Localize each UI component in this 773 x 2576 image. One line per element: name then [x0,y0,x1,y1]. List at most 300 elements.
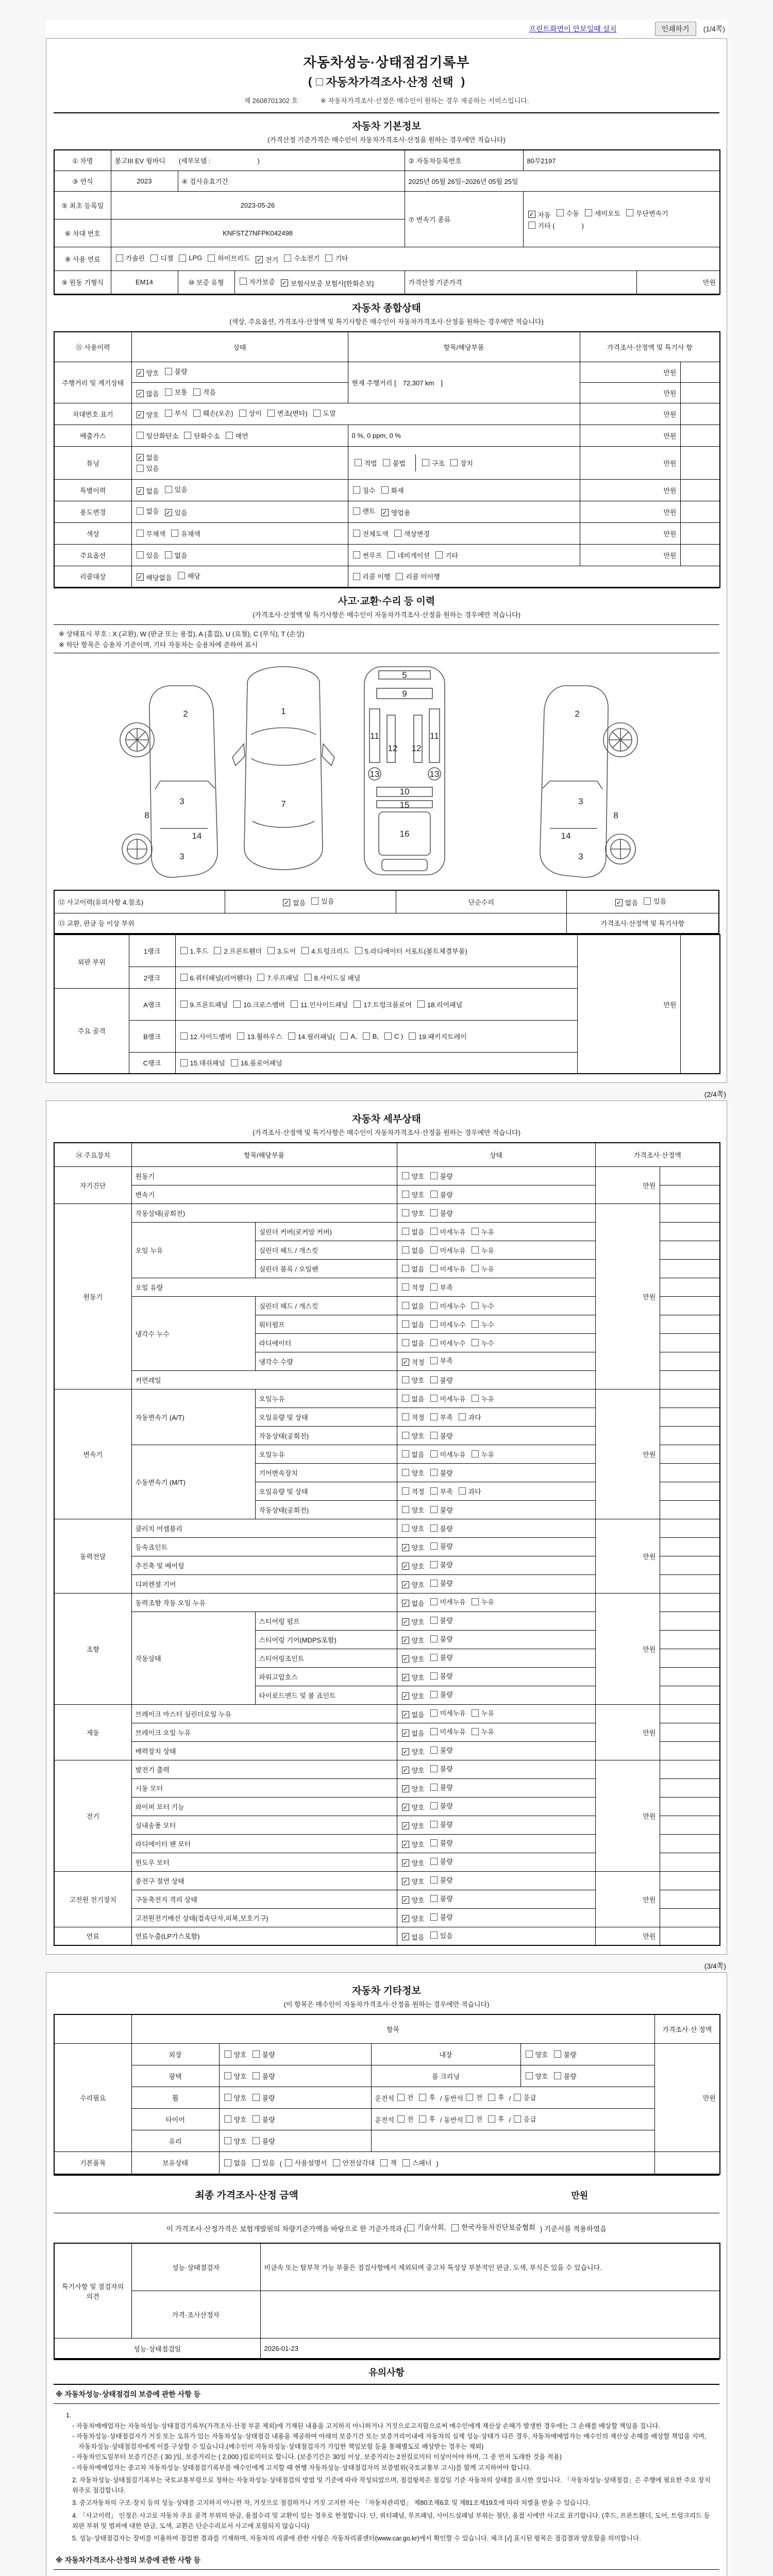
checkbox-양호[interactable] [402,1672,425,1682]
unchecked-box-icon[interactable] [430,1821,438,1828]
checkbox-후[interactable] [488,2092,505,2102]
print-button[interactable]: 인쇄하기 [655,22,696,36]
unchecked-box-icon[interactable] [430,1339,438,1346]
checkbox-양호[interactable] [224,2049,247,2059]
checkbox-있음[interactable] [137,550,159,560]
checkbox-수소전기[interactable] [284,253,320,263]
unchecked-box-icon[interactable] [407,2224,414,2231]
unchecked-box-icon[interactable] [150,255,158,262]
checkbox-12.사이드멤버[interactable] [180,1031,232,1041]
checkbox-없음[interactable] [165,550,188,560]
checkbox-없음[interactable] [402,1319,425,1329]
unchecked-box-icon[interactable] [488,2094,495,2101]
checkbox-불량[interactable] [430,1745,453,1755]
unchecked-box-icon[interactable] [430,1561,438,1568]
unchecked-box-icon[interactable] [380,2159,388,2166]
checkbox-없음[interactable] [402,1338,425,1348]
unchecked-box-icon[interactable] [430,1784,438,1791]
unchecked-box-icon[interactable] [180,974,188,981]
checkbox-양호[interactable] [402,1635,425,1645]
checkbox-불량[interactable] [430,1856,453,1866]
checkbox-양호[interactable] [402,1617,425,1626]
checked-box-icon[interactable]: ✓ [137,389,143,397]
unchecked-box-icon[interactable] [224,2115,231,2123]
checkbox-스패너[interactable] [402,2158,432,2167]
checkbox-없음[interactable] [283,897,306,907]
unchecked-box-icon[interactable] [180,1001,188,1008]
checkbox-부식[interactable] [165,408,188,418]
checkbox-후[interactable] [488,2114,505,2124]
checkbox-양호[interactable] [526,2049,548,2059]
checkbox-불량[interactable] [253,2093,275,2103]
unchecked-box-icon[interactable] [363,1032,370,1040]
checkbox-미세누유[interactable] [430,1394,466,1403]
unchecked-box-icon[interactable] [165,486,172,493]
checkbox-불량[interactable] [430,1912,453,1922]
checkbox-구조[interactable] [422,458,445,468]
checkbox-해당없음[interactable] [137,572,172,582]
checkbox-양호[interactable] [402,1858,425,1868]
checkbox-잭[interactable] [380,2158,397,2167]
unchecked-box-icon[interactable] [430,1728,438,1735]
unchecked-box-icon[interactable] [472,1709,479,1717]
checkbox-부족[interactable] [430,1486,453,1496]
unchecked-box-icon[interactable] [430,1357,438,1364]
checkbox-양호[interactable] [402,1431,425,1440]
checkbox-유채색[interactable] [171,529,200,538]
checkbox-렌트[interactable] [353,506,376,516]
checkbox-불량[interactable] [430,1838,453,1848]
checkbox-탄화수소[interactable] [184,431,220,440]
checkbox-적음[interactable] [193,387,216,397]
unchecked-box-icon[interactable] [430,1839,438,1846]
checked-box-icon[interactable]: ✓ [402,1766,408,1774]
unchecked-box-icon[interactable] [430,1320,438,1328]
unchecked-box-icon[interactable] [430,1302,438,1309]
checkbox-누유[interactable] [472,1227,494,1236]
checkbox-매연[interactable] [226,431,248,440]
checkbox-네비게이션[interactable] [388,550,430,560]
unchecked-box-icon[interactable] [165,551,172,558]
checkbox-보험사보증 보험사[한화손보][interactable] [281,278,374,288]
unchecked-box-icon[interactable] [430,1506,438,1513]
unchecked-box-icon[interactable] [388,551,395,558]
unchecked-box-icon[interactable] [430,1895,438,1902]
checkbox-적정[interactable] [402,1282,425,1292]
unchecked-box-icon[interactable] [430,1395,438,1402]
checkbox-B,[interactable] [363,1032,379,1040]
checkbox-양호[interactable] [402,1580,425,1589]
checkbox-불량[interactable] [430,1615,453,1625]
checkbox-없음[interactable] [137,506,159,516]
unchecked-box-icon[interactable] [355,459,362,466]
unchecked-box-icon[interactable] [253,2094,260,2101]
unchecked-box-icon[interactable] [514,2115,521,2123]
unchecked-box-icon[interactable] [341,1032,348,1040]
checked-box-icon[interactable]: ✓ [402,1877,408,1885]
unchecked-box-icon[interactable] [430,1617,438,1624]
checked-box-icon[interactable]: ✓ [281,279,287,287]
unchecked-box-icon[interactable] [430,1858,438,1865]
checkbox-부족[interactable] [430,1282,453,1292]
checkbox-불량[interactable] [430,1468,453,1478]
checkbox-무단변속기[interactable] [626,208,668,218]
checkbox-많음[interactable] [137,388,159,398]
unchecked-box-icon[interactable] [450,459,458,466]
checkbox-9.프론트패널[interactable] [180,999,228,1009]
unchecked-box-icon[interactable] [430,1228,438,1235]
unchecked-box-icon[interactable] [233,1001,241,1008]
unchecked-box-icon[interactable] [430,1765,438,1772]
checked-box-icon[interactable]: ✓ [402,1803,408,1811]
checkbox-가솔린[interactable] [116,253,145,263]
checkbox-불량[interactable] [253,2071,275,2081]
checkbox-불량[interactable] [165,366,188,376]
unchecked-box-icon[interactable] [253,2159,260,2166]
checkbox-C )[interactable] [384,1032,403,1040]
checkbox-과다[interactable] [459,1412,481,1422]
unchecked-box-icon[interactable] [165,368,172,375]
checkbox-불량[interactable] [430,1560,453,1569]
checkbox-양호[interactable] [402,1913,425,1923]
checkbox-양호[interactable] [402,1895,425,1905]
checked-box-icon[interactable]: ✓ [402,1673,408,1681]
checkbox-없음[interactable] [224,2158,247,2167]
checkbox-양호[interactable] [402,1190,425,1199]
unchecked-box-icon[interactable] [430,1802,438,1809]
checkbox-양호[interactable] [402,1523,425,1533]
checkbox-양호[interactable] [402,1468,425,1478]
checkbox-없음[interactable] [402,1227,425,1236]
checkbox-침수[interactable] [353,485,376,495]
checkbox-누유[interactable] [472,1708,494,1718]
checkbox-양호[interactable] [402,1375,425,1385]
unchecked-box-icon[interactable] [284,255,291,262]
checkbox-미세누유[interactable] [430,1597,466,1606]
unchecked-box-icon[interactable] [165,410,172,417]
unchecked-box-icon[interactable] [430,1450,438,1458]
checkbox-응급[interactable] [514,2114,536,2124]
checkbox-누유[interactable] [472,1726,494,1736]
checkbox-전[interactable] [466,2114,482,2124]
unchecked-box-icon[interactable] [402,1413,409,1420]
checkbox-일산화탄소[interactable] [137,431,179,440]
checkbox-불량[interactable] [253,2136,275,2146]
unchecked-box-icon[interactable] [419,2094,426,2101]
checked-box-icon[interactable]: ✓ [402,1822,408,1829]
checkbox-기술사회,[interactable] [407,2222,446,2233]
checkbox-양호[interactable] [402,1747,425,1756]
checkbox-없음[interactable] [615,897,638,907]
unchecked-box-icon[interactable] [430,1913,438,1921]
checked-box-icon[interactable]: ✓ [402,1544,408,1551]
checkbox-디젤[interactable] [150,253,173,263]
checkbox-10.크로스멤버[interactable] [233,999,285,1009]
checkbox-부족[interactable] [430,1355,453,1365]
checked-box-icon[interactable]: ✓ [382,509,388,516]
checkbox-양호[interactable] [224,2071,247,2081]
unchecked-box-icon[interactable] [316,78,323,86]
checkbox-A,[interactable] [341,1032,357,1040]
checkbox-없음[interactable] [402,1394,425,1403]
unchecked-box-icon[interactable] [430,1524,438,1532]
checkbox-누수[interactable] [472,1319,494,1329]
checkbox-양호[interactable] [402,1691,425,1701]
checkbox-양호[interactable] [224,2093,247,2103]
unchecked-box-icon[interactable] [402,1487,409,1495]
checkbox-불량[interactable] [430,1431,453,1440]
unchecked-box-icon[interactable] [396,573,403,580]
unchecked-box-icon[interactable] [528,222,535,229]
unchecked-box-icon[interactable] [313,410,321,417]
checkbox-수동[interactable] [557,208,579,218]
checkbox-없음[interactable] [137,486,159,496]
checkbox-적정[interactable] [402,1357,425,1367]
checkbox-없음[interactable] [402,1709,425,1719]
unchecked-box-icon[interactable] [311,897,318,905]
checkbox-미세누유[interactable] [430,1708,466,1718]
checkbox-적법[interactable] [355,458,377,468]
unchecked-box-icon[interactable] [417,1001,425,1008]
checkbox-4.트렁크리드[interactable] [301,946,349,956]
checkbox-안전삼각대[interactable] [333,2158,375,2167]
checkbox-불량[interactable] [430,1893,453,1903]
unchecked-box-icon[interactable] [472,1395,479,1402]
checkbox-17.트렁크플로어[interactable] [354,999,411,1009]
checkbox-있음[interactable] [165,507,188,517]
unchecked-box-icon[interactable] [402,1302,409,1309]
checked-box-icon[interactable]: ✓ [137,453,143,461]
unchecked-box-icon[interactable] [240,278,247,285]
checkbox-양호[interactable] [402,1802,425,1812]
unchecked-box-icon[interactable] [409,1032,416,1040]
unchecked-box-icon[interactable] [402,1209,409,1216]
unchecked-box-icon[interactable] [137,530,144,537]
checkbox-7.루프패널[interactable] [257,973,298,982]
unchecked-box-icon[interactable] [430,1672,438,1680]
unchecked-box-icon[interactable] [430,1172,438,1179]
checked-box-icon[interactable]: ✓ [402,1618,408,1625]
unchecked-box-icon[interactable] [237,1032,244,1040]
checkbox-양호[interactable] [402,1784,425,1793]
unchecked-box-icon[interactable] [171,530,178,537]
checkbox-리콜 이행[interactable] [353,571,391,581]
unchecked-box-icon[interactable] [472,1320,479,1328]
checkbox-없음[interactable] [402,1449,425,1459]
unchecked-box-icon[interactable] [402,1450,409,1458]
checkbox-불량[interactable] [253,2049,275,2059]
checkbox-8.사이드실 패널[interactable] [305,973,361,982]
checkbox-13.휠하우스[interactable] [237,1031,282,1041]
checkbox-불량[interactable] [430,1689,453,1699]
checkbox-있음[interactable] [165,484,188,494]
unchecked-box-icon[interactable] [402,1246,409,1253]
unchecked-box-icon[interactable] [557,209,564,216]
unchecked-box-icon[interactable] [325,255,332,262]
checkbox-11.인사이드패널[interactable] [291,999,348,1009]
unchecked-box-icon[interactable] [488,2115,495,2123]
unchecked-box-icon[interactable] [430,1265,438,1272]
checkbox-양호[interactable] [402,1821,425,1831]
checked-box-icon[interactable]: ✓ [402,1933,408,1941]
checkbox-누유[interactable] [472,1264,494,1274]
unchecked-box-icon[interactable] [430,1283,438,1291]
checkbox-있음[interactable] [430,1930,453,1940]
unchecked-box-icon[interactable] [430,1376,438,1383]
checkbox-있음[interactable] [253,2158,275,2167]
checkbox-미세누유[interactable] [430,1449,466,1459]
checkbox-없음[interactable] [402,1245,425,1255]
unchecked-box-icon[interactable] [430,1598,438,1605]
unchecked-box-icon[interactable] [430,1487,438,1495]
unchecked-box-icon[interactable] [402,1228,409,1235]
checkbox-양호[interactable] [137,368,159,378]
checked-box-icon[interactable]: ✓ [402,1785,408,1792]
unchecked-box-icon[interactable] [451,2224,459,2231]
unchecked-box-icon[interactable] [184,432,191,439]
checked-box-icon[interactable]: ✓ [402,1710,408,1718]
checkbox-무채색[interactable] [137,529,166,538]
unchecked-box-icon[interactable] [253,2137,260,2144]
unchecked-box-icon[interactable] [402,1265,409,1272]
checkbox-불량[interactable] [253,2114,275,2124]
checkbox-화재[interactable] [381,485,404,495]
checkbox-후[interactable] [419,2092,435,2102]
unchecked-box-icon[interactable] [305,974,312,981]
unchecked-box-icon[interactable] [285,2159,292,2166]
checkbox-양호[interactable] [402,1839,425,1849]
checkbox-양호[interactable] [402,1505,425,1515]
checkbox-미세누유[interactable] [430,1264,466,1274]
unchecked-box-icon[interactable] [257,974,264,981]
checkbox-없음[interactable] [402,1598,425,1608]
unchecked-box-icon[interactable] [430,1931,438,1939]
unchecked-box-icon[interactable] [397,2094,405,2101]
unchecked-box-icon[interactable] [430,1246,438,1253]
unchecked-box-icon[interactable] [430,1654,438,1661]
unchecked-box-icon[interactable] [208,255,215,262]
unchecked-box-icon[interactable] [472,1339,479,1346]
checkbox-불량[interactable] [430,1652,453,1662]
checkbox-양호[interactable] [526,2071,548,2081]
unchecked-box-icon[interactable] [402,1395,409,1402]
unchecked-box-icon[interactable] [554,2050,561,2058]
checked-box-icon[interactable]: ✓ [402,1358,408,1366]
checkbox-양호[interactable] [402,1561,425,1571]
unchecked-box-icon[interactable] [430,1709,438,1717]
checkbox-14.필러패널([interactable] [288,1031,335,1041]
checkbox-미세누유[interactable] [430,1726,466,1736]
checkbox-1.후드[interactable] [180,946,209,956]
checkbox-후[interactable] [419,2114,435,2124]
checked-box-icon[interactable]: ✓ [137,487,143,495]
checkbox-자동차가격조사·산정 선택[interactable] [316,74,453,90]
checkbox-불량[interactable] [430,1541,453,1551]
unchecked-box-icon[interactable] [430,1191,438,1198]
checkbox-미세누수[interactable] [430,1338,466,1348]
unchecked-box-icon[interactable] [301,947,309,954]
checkbox-전[interactable] [397,2114,414,2124]
checkbox-불량[interactable] [430,1578,453,1588]
checkbox-불량[interactable] [430,1875,453,1885]
unchecked-box-icon[interactable] [430,1580,438,1587]
unchecked-box-icon[interactable] [224,2137,231,2144]
checkbox-누수[interactable] [472,1301,494,1311]
checkbox-미세누수[interactable] [430,1319,466,1329]
checkbox-불법[interactable] [383,458,406,468]
unchecked-box-icon[interactable] [430,1413,438,1420]
unchecked-box-icon[interactable] [288,1032,295,1040]
checkbox-양호[interactable] [402,1654,425,1664]
unchecked-box-icon[interactable] [291,1001,298,1008]
unchecked-box-icon[interactable] [267,947,275,954]
unchecked-box-icon[interactable] [402,1376,409,1383]
checked-box-icon[interactable]: ✓ [402,1562,408,1570]
unchecked-box-icon[interactable] [354,1001,361,1008]
checkbox-기타[interactable] [325,253,348,263]
unchecked-box-icon[interactable] [422,459,429,466]
unchecked-box-icon[interactable] [402,1172,409,1179]
checkbox-응급[interactable] [514,2092,536,2102]
checked-box-icon[interactable]: ✓ [616,899,621,906]
checkbox-없음[interactable] [137,452,159,462]
unchecked-box-icon[interactable] [179,255,186,262]
unchecked-box-icon[interactable] [239,410,246,417]
unchecked-box-icon[interactable] [178,572,185,579]
checkbox-불량[interactable] [430,1801,453,1810]
unchecked-box-icon[interactable] [402,1283,409,1291]
unchecked-box-icon[interactable] [394,530,401,537]
checkbox-장치[interactable] [450,458,473,468]
checkbox-있음[interactable] [644,896,666,906]
unchecked-box-icon[interactable] [116,255,123,262]
unchecked-box-icon[interactable] [526,2072,533,2079]
checkbox-양호[interactable] [402,1208,425,1218]
checkbox-전[interactable] [397,2092,414,2102]
checkbox-불량[interactable] [430,1190,453,1199]
unchecked-box-icon[interactable] [224,2072,231,2079]
checkbox-세미오토[interactable] [585,208,620,218]
unchecked-box-icon[interactable] [430,1543,438,1550]
unchecked-box-icon[interactable] [430,1876,438,1884]
unchecked-box-icon[interactable] [514,2094,521,2101]
unchecked-box-icon[interactable] [231,1059,238,1066]
checkbox-누수[interactable] [472,1338,494,1348]
checked-box-icon[interactable]: ✓ [165,509,171,516]
unchecked-box-icon[interactable] [137,507,144,515]
checkbox-미세누유[interactable] [430,1227,466,1236]
checkbox-영업용[interactable] [381,507,411,517]
unchecked-box-icon[interactable] [430,1635,438,1642]
unchecked-box-icon[interactable] [472,1246,479,1253]
unchecked-box-icon[interactable] [353,530,360,537]
unchecked-box-icon[interactable] [526,2050,533,2058]
checkbox-LPG[interactable] [179,254,202,262]
checked-box-icon[interactable]: ✓ [402,1896,408,1904]
unchecked-box-icon[interactable] [585,209,592,216]
unchecked-box-icon[interactable] [165,388,172,396]
unchecked-box-icon[interactable] [226,432,233,439]
unchecked-box-icon[interactable] [224,2050,231,2058]
checkbox-불량[interactable] [430,1523,453,1533]
checked-box-icon[interactable]: ✓ [529,211,534,218]
unchecked-box-icon[interactable] [384,1032,392,1040]
checkbox-적정[interactable] [402,1412,425,1422]
checkbox-없음[interactable] [402,1728,425,1738]
checkbox-없음[interactable] [402,1301,425,1311]
unchecked-box-icon[interactable] [333,2159,340,2166]
checkbox-불량[interactable] [430,1764,453,1773]
